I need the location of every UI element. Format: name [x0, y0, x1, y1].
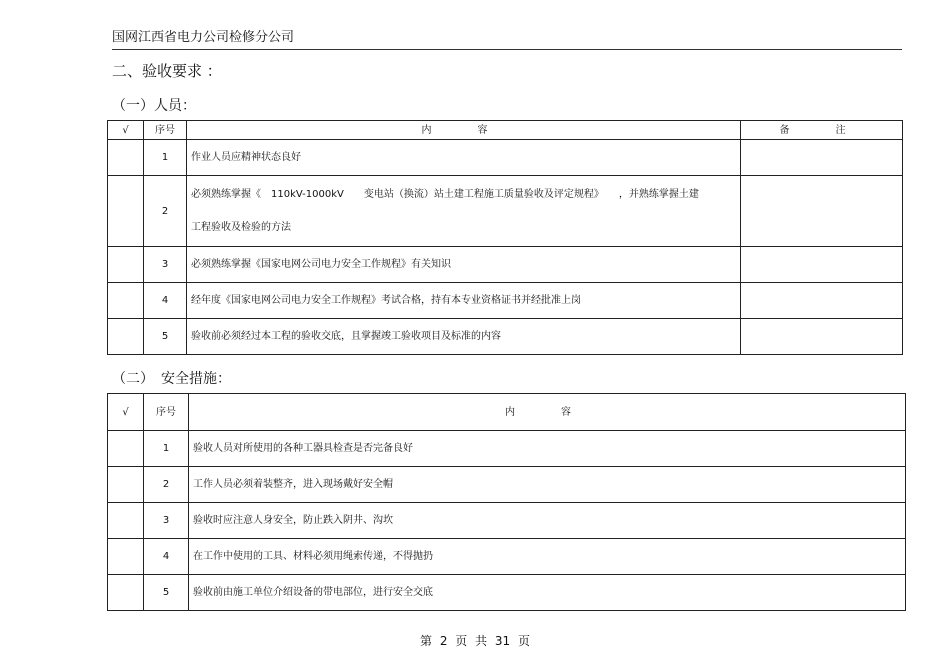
table-header-row [108, 121, 903, 140]
check-cell[interactable] [108, 503, 144, 539]
row-content: 验收前由施工单位介绍设备的带电部位，进行安全交底 [189, 575, 906, 611]
table-row [108, 319, 903, 355]
check-cell[interactable] [108, 431, 144, 467]
check-cell[interactable] [108, 247, 144, 283]
table-row [108, 467, 906, 503]
page-number: 第 2 页 共 31 页 [420, 634, 530, 648]
page-header [112, 26, 902, 50]
section-title: 二、验收要求 ： [112, 62, 222, 80]
row-no: 2 [144, 467, 189, 503]
table-row [108, 176, 903, 247]
check-cell[interactable] [108, 319, 144, 355]
row-remark[interactable] [741, 140, 903, 176]
check-cell[interactable] [108, 140, 144, 176]
row-no: 3 [144, 247, 187, 283]
header-no: 序号 [144, 394, 189, 431]
row-no: 5 [144, 575, 189, 611]
row-remark[interactable] [741, 283, 903, 319]
row-content: 验收人员对所使用的各种工器具检查是否完备良好 [189, 431, 906, 467]
check-cell[interactable] [108, 575, 144, 611]
check-cell[interactable] [108, 176, 144, 247]
row-no: 2 [144, 176, 187, 247]
row-content: 工作人员必须着装整齐，进入现场戴好安全帽 [189, 467, 906, 503]
row-content: 在工作中使用的工具、材料必须用绳索传递，不得抛扔 [189, 539, 906, 575]
row-no: 1 [144, 431, 189, 467]
header-content: 内 容 [187, 121, 741, 140]
safety-title: （二） 安全措施： [112, 371, 231, 387]
header-remark: 备 注 [741, 121, 903, 140]
header-check: √ [108, 121, 144, 140]
table-row [108, 575, 906, 611]
header-no: 序号 [144, 121, 187, 140]
row-content: 必须熟练掌握《国家电网公司电力安全工作规程》有关知识 [187, 247, 741, 283]
table-row [108, 140, 903, 176]
personnel-title: （一）人员： [112, 98, 196, 114]
row-no: 4 [144, 283, 187, 319]
safety-table [107, 393, 906, 611]
table-row [108, 283, 903, 319]
row-no: 1 [144, 140, 187, 176]
check-cell[interactable] [108, 467, 144, 503]
check-cell[interactable] [108, 539, 144, 575]
table-row [108, 247, 903, 283]
row-content: 经年度《国家电网公司电力安全工作规程》考试合格，持有本专业资格证书并经批准上岗 [187, 283, 741, 319]
row-no: 5 [144, 319, 187, 355]
row-remark[interactable] [741, 247, 903, 283]
personnel-table [107, 120, 903, 355]
header-content: 内 容 [189, 394, 906, 431]
row-content: 验收前必须经过本工程的验收交底，且掌握竣工验收项目及标准的内容 [187, 319, 741, 355]
table-header-row [108, 394, 906, 431]
row-no: 3 [144, 503, 189, 539]
row-remark[interactable] [741, 176, 903, 247]
header-check: √ [108, 394, 144, 431]
table-row [108, 539, 906, 575]
row-remark[interactable] [741, 319, 903, 355]
row-content: 作业人员应精神状态良好 [187, 140, 741, 176]
row-content: 验收时应注意人身安全，防止跌入阴井、沟坎 [189, 503, 906, 539]
row-content: 必须熟练掌握《 110kV-1000kV 变电站（换流）站土建工程施工质量验收及评定规程》 ，并熟练掌握土建 工程验收及检验的方法 [187, 176, 741, 247]
row-no: 4 [144, 539, 189, 575]
table-row [108, 431, 906, 467]
company-name: 国网江西省电力公司检修分公司 [112, 30, 295, 45]
table-row [108, 503, 906, 539]
check-cell[interactable] [108, 283, 144, 319]
